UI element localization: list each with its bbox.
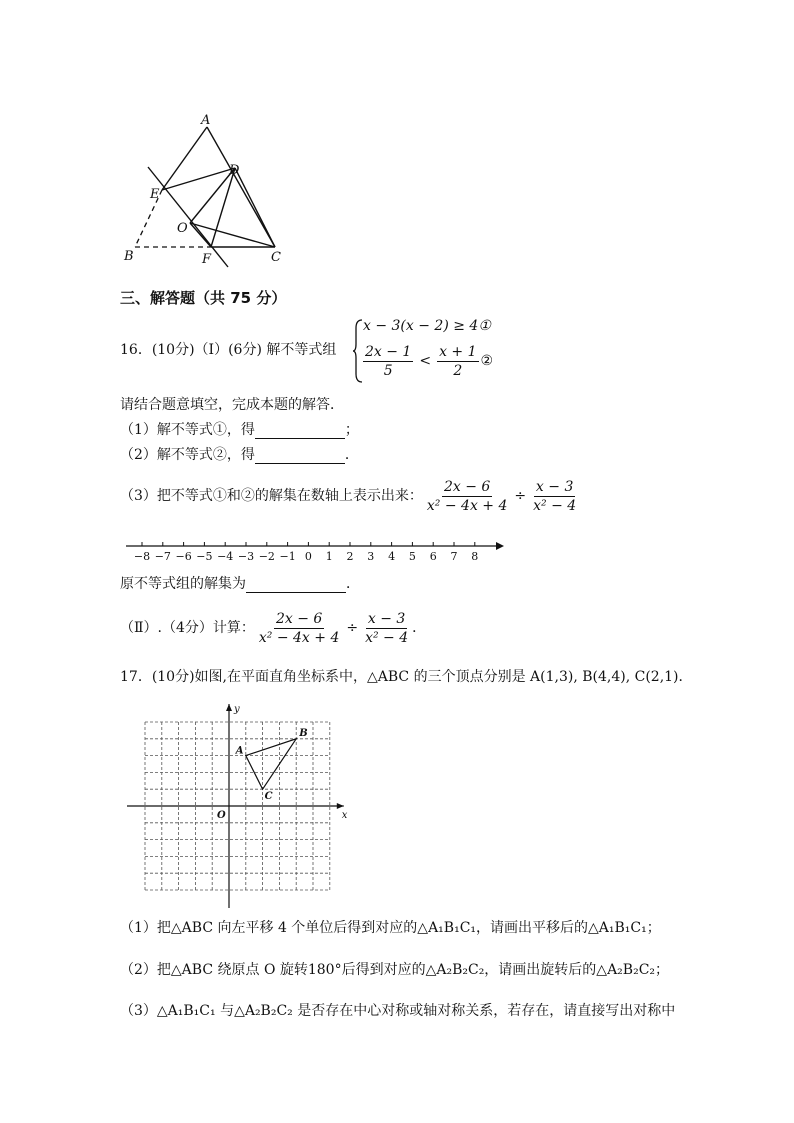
ineq2-rhs xyxy=(437,343,478,380)
label-B: B xyxy=(124,249,134,264)
number-line-tick-label: 8 xyxy=(471,550,479,563)
part3-divide: ÷ xyxy=(514,488,527,505)
number-line-tick-label: −7 xyxy=(154,550,171,563)
y-axis-arrow xyxy=(226,704,232,711)
q16-part2-text: （2）解不等式②，得 xyxy=(120,447,255,463)
q16-part3 xyxy=(120,478,580,515)
section-title: 三、解答题（共 75 分） xyxy=(120,289,287,307)
triangle-figure xyxy=(115,110,295,270)
q16-part3-text: （3）把不等式①和②的解集在数轴上表示出来： xyxy=(120,488,423,505)
label-F: F xyxy=(202,252,212,267)
number-line-tick-label: 1 xyxy=(325,550,333,563)
number-line-tick-label: −6 xyxy=(175,550,192,563)
label-O: O xyxy=(177,221,188,236)
q16-part2 xyxy=(120,447,359,464)
y-axis-label: y xyxy=(234,704,240,715)
answer-blank-3[interactable] xyxy=(246,578,346,593)
q17-step2: （2）把△ABC 绕原点 O 旋转180°后得到对应的△A₂B₂C₂，请画出旋转后的△A₂B₂C₂； xyxy=(120,962,670,978)
number-line-tick-label: −3 xyxy=(237,550,255,563)
part-II-frac1-den: x² − 4x + 4 xyxy=(258,630,340,647)
segment-AE xyxy=(162,127,207,190)
part3-frac1 xyxy=(425,478,509,515)
label-A: A xyxy=(201,113,211,128)
q16-part1-end: ； xyxy=(344,422,359,438)
number-line-tick-label: 5 xyxy=(408,550,416,563)
q16-part2-end: ． xyxy=(344,447,359,463)
q16-part1 xyxy=(120,422,359,439)
part3-frac1-den: x² − 4x + 4 xyxy=(426,498,508,515)
coordinate-grid xyxy=(125,702,348,902)
part-II-divide: ÷ xyxy=(346,620,359,637)
number-line-tick-label: −1 xyxy=(279,550,296,563)
number-line-tick-label: 7 xyxy=(450,550,458,563)
label-C: C xyxy=(271,250,281,265)
label-E: E xyxy=(150,187,160,202)
x-axis-label: x xyxy=(341,810,348,821)
ineq2-lhs-num: 2x − 1 xyxy=(363,343,413,362)
number-line-tick-label: 2 xyxy=(346,550,354,563)
segment-AC xyxy=(207,127,275,247)
part3-frac2-num: x − 3 xyxy=(534,478,575,497)
part-II-text: （Ⅱ）.（4分）计算： xyxy=(120,620,255,637)
number-line[interactable] xyxy=(120,538,510,568)
q16-part-II xyxy=(120,610,426,647)
number-line-tick-label: −8 xyxy=(133,550,151,563)
part-II-frac1 xyxy=(257,610,341,647)
part-II-frac2-num: x − 3 xyxy=(366,610,407,629)
q16-part4 xyxy=(120,576,360,593)
q16-part4-text: 原不等式组的解集为 xyxy=(120,576,246,592)
part3-frac1-num: 2x − 6 xyxy=(442,478,492,497)
part3-frac2-den: x² − 4 xyxy=(533,498,577,515)
number-line-tick-label: 0 xyxy=(304,550,312,563)
number-line-tick-label: 6 xyxy=(429,550,437,563)
number-line-arrow xyxy=(496,542,504,550)
q16-part4-end: ． xyxy=(346,576,360,592)
answer-blank-2[interactable] xyxy=(255,449,345,464)
x-axis-arrow xyxy=(337,803,344,809)
ineq2-relation: < xyxy=(419,353,432,370)
number-line-tick-label: 4 xyxy=(388,550,396,563)
answer-blank-1[interactable] xyxy=(255,424,345,439)
q16-part1-text: （1）解不等式①，得 xyxy=(120,422,255,438)
part-II-frac2 xyxy=(363,610,410,647)
ineq2-mark: ② xyxy=(480,353,494,370)
vertex-label-C: C xyxy=(264,791,273,803)
label-D: D xyxy=(229,163,240,178)
inequality-1: x − 3(x − 2) ≥ 4① xyxy=(363,318,491,334)
part3-frac2 xyxy=(531,478,578,515)
vertex-label-A: A xyxy=(235,745,244,757)
vertex-label-B: B xyxy=(299,727,308,739)
ineq2-rhs-den: 2 xyxy=(453,363,463,380)
part-II-end: ． xyxy=(412,620,427,637)
ineq2-lhs-den: 5 xyxy=(383,363,393,380)
q17-header: 17．(10分)如图,在平面直角坐标系中，△ABC 的三个顶点分别是 A(1,3), B(4,4), C(2,1)． xyxy=(120,669,693,685)
q16-header: 16．(10分)（Ⅰ）(6分) 解不等式组 xyxy=(120,342,337,358)
q16-instruction: 请结合题意填空，完成本题的解答． xyxy=(120,397,344,413)
q17-step3: （3）△A₁B₁C₁ 与△A₂B₂C₂ 是否存在中心对称或轴对称关系，若存在，请直接写出对称中 xyxy=(120,1003,676,1019)
inequality-2 xyxy=(361,343,493,380)
number-line-tick-label: −2 xyxy=(258,550,275,563)
part-II-frac2-den: x² − 4 xyxy=(365,630,409,647)
origin-label: O xyxy=(217,810,226,821)
ineq2-rhs-num: x + 1 xyxy=(437,343,478,362)
segment-ED xyxy=(162,168,235,190)
ineq2-lhs xyxy=(363,343,413,380)
number-line-tick-label: −4 xyxy=(217,550,234,563)
q17-step1: （1）把△ABC 向左平移 4 个单位后得到对应的△A₁B₁C₁，请画出平移后的△A₁B₁C₁； xyxy=(120,920,661,936)
triangle-ABC xyxy=(246,739,296,789)
number-line-tick-label: 3 xyxy=(367,550,375,563)
segment-DC xyxy=(235,168,275,247)
part-II-frac1-num: 2x − 6 xyxy=(274,610,324,629)
number-line-tick-label: −5 xyxy=(196,550,213,563)
